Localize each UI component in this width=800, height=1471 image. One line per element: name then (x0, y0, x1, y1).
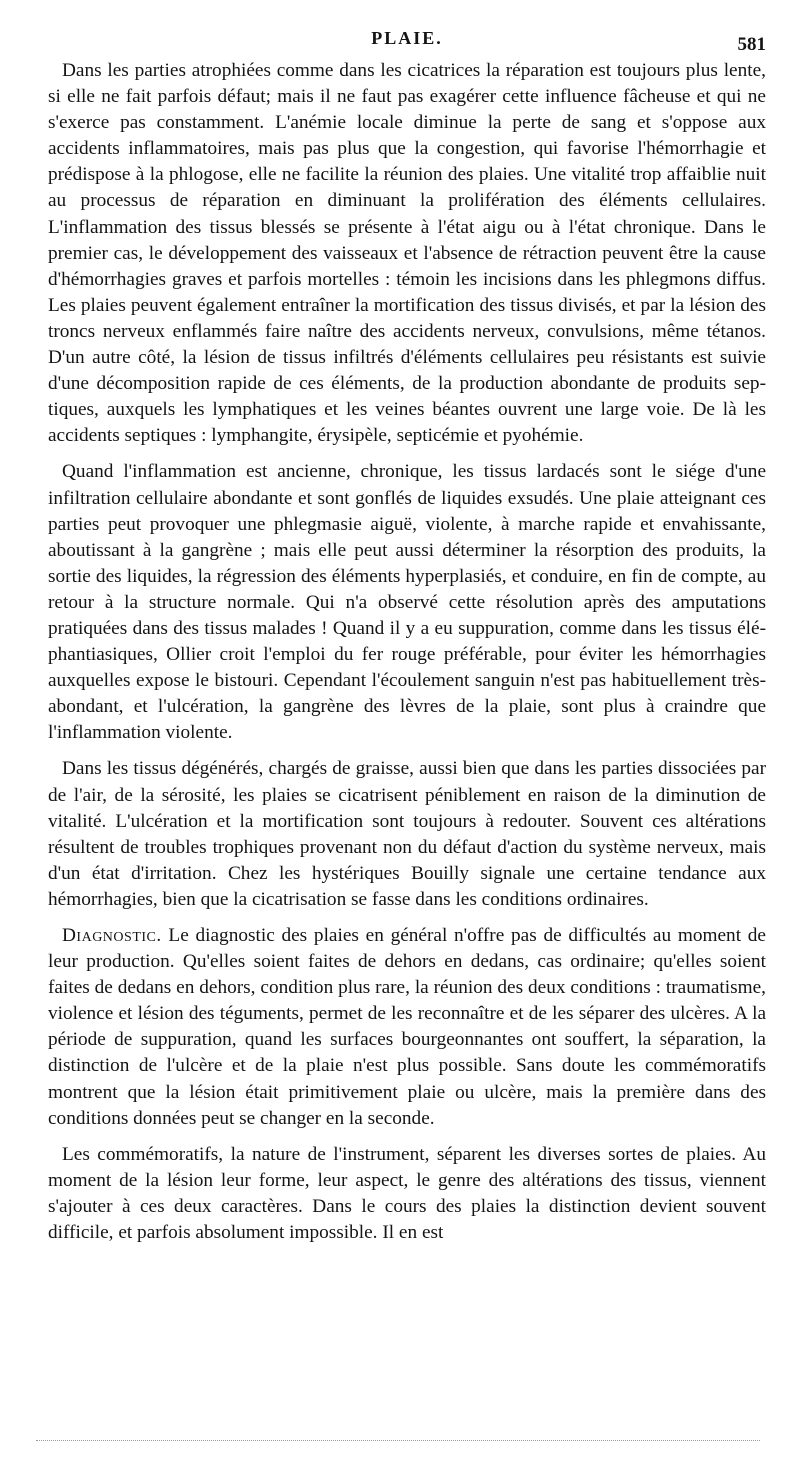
section-lead-diagnostic: Diagnostic. (62, 925, 162, 946)
paragraph-chronic-inflammation (48, 459, 766, 746)
paragraph-atrophied-parts (48, 58, 766, 449)
paragraph-text: Les commémoratifs, la nature de l'instrument, séparent les diverses sortes de plaies. Au moment de la lésion leur forme, leur aspect, le genre des altérations des tissus, viennent s'ajouter à ces deux caractères. Dans le cours des plaies la distinction devient souvent difficile, et parfois absolument impossible. Il en est (48, 1143, 766, 1244)
paragraph-text: Quand l'inflammation est ancienne, chronique, les tissus lardacés sont le siége d'une infiltration cellulaire abondante et sont gonflés de liquides exsudés. Une plaie atteignant ces parties peut provoquer une phlegmasie aiguë, violente, à marche rapide et envahissante, aboutissant à la gangrène ; mais elle peut aussi déterminer la résorption des produits, la sortie des liquides, la régression des éléments hyperplasiés, et conduire, en fin de compte, au retour à la structure normale. Qui n'a observé cette résolution après des amputations pratiquées dans des tissus malades ! Quand il y a eu suppuration, comme dans les tissus éléphantiasiques, Ollier croit l'emploi du fer rouge préférable, pour éviter les hémorrhagies auxquelles expose le bistouri. Cependant l'écoulement sanguin n'est pas habituellement très-abondant, et l'ulcération, la gangrène des lèvres de la plaie, sont plus à craindre que l'inflammation violente. (48, 461, 766, 744)
paragraph-commemoratifs (48, 1142, 766, 1246)
paragraph-text: Le diagnostic des plaies en général n'offre pas de difficultés au moment de leur production. Qu'elles soient faites de dehors en dedans, cas ordinaire; qu'elles soient faites de dedans en dehors, condition plus rare, la réunion des deux conditions : traumatisme, violence et lésion des téguments, permet de les reconnaître et de les séparer des ulcères. A la période de suppuration, quand les surfaces bourgeonnantes ont souffert, la séparation, la distinction de l'ulcère et de la plaie n'est plus possible. Sans doute les commémoratifs montrent que la lésion était primitivement plaie ou ulcère, mais la première dans des conditions données peut se changer en la seconde. (48, 925, 766, 1129)
running-title: PLAIE. (371, 28, 443, 48)
paragraph-degenerated-tissues (48, 756, 766, 913)
paragraph-text: Dans les parties atrophiées comme dans les cicatrices la réparation est toujours plus lente, si elle ne fait parfois défaut; mais il ne faut pas exagérer cette influence fâcheuse et qui ne s'exerce pas constamment. L'anémie locale diminue la perte de sang et s'oppose aux accidents inflammatoires, mais pas plus que la congestion, qui favorise l'hémorrhagie et prédispose à la phlogose, elle ne facilite la réunion des plaies. Une vitalité trop affaiblie nuit au processus de réparation en diminuant la prolifération des éléments cellulaires. L'inflammation des tissus blessés se présente à l'état aigu ou à l'état chronique. Dans le premier cas, le développement des vaisseaux et l'absence de rétraction peuvent être la cause d'hémorrhagies graves et parfois mortelles : témoin les incisions dans les phlegmons diffus. Les plaies peuvent également entraîner la mortification des tissus divisés, et par la lésion des troncs nerveux enflammés faire naître des accidents nerveux, convulsions, même tétanos. D'un autre côté, la lésion de tissus infiltrés d'éléments cellulaires peu résistants est suivie d'une décomposition rapide de ces éléments, de la production abondante de produits septiques, auxquels les lymphatiques et les veines béantes ouvrent une large voie. De là les accidents septiques : lymphangite, érysipèle, septicémie et pyohémie. (48, 60, 766, 447)
footer-rule (36, 1440, 760, 1441)
paragraph-text: Dans les tissus dégénérés, chargés de graisse, aussi bien que dans les parties dissociées par de l'air, de la sérosité, les plaies se cicatrisent péniblement en raison de la diminution de vitalité. L'ulcération et la mortification sont toujours à redouter. Souvent ces altérations résultent de troubles trophiques provenant non du défaut d'action du système nerveux, mais d'un état d'irritation. Chez les hystériques Bouilly signale une certaine tendance aux hémorrhagies, bien que la cicatrisation se fasse dans les conditions ordinaires. (48, 758, 766, 910)
paragraph-diagnostic (48, 923, 766, 1132)
running-head (48, 28, 766, 54)
page-number: 581 (737, 34, 766, 55)
body-text (48, 58, 766, 1256)
